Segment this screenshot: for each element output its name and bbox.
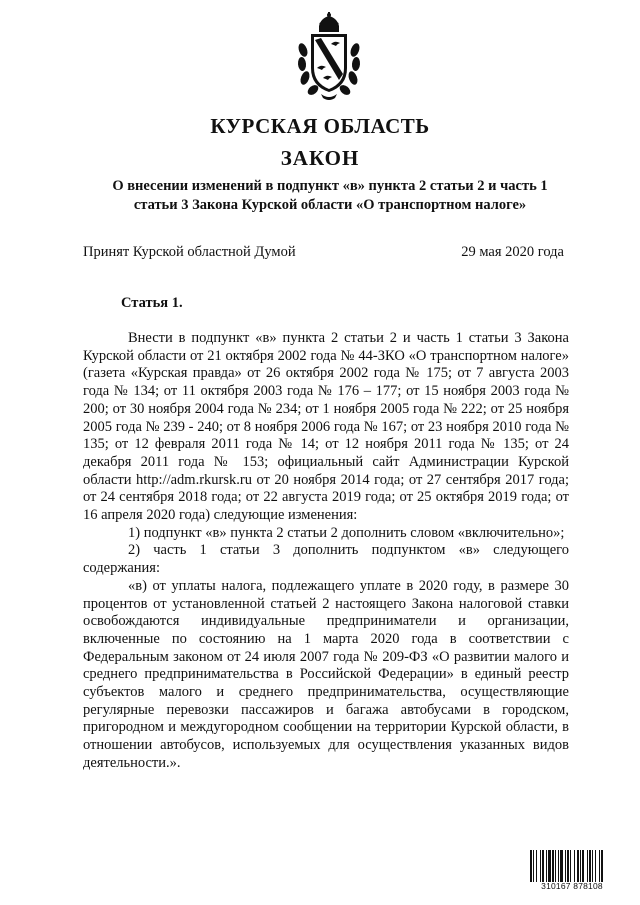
region-title: КУРСКАЯ ОБЛАСТЬ: [210, 114, 430, 138]
article-paragraph: «в) от уплаты налога, подлежащего уплате в 2020 году, в размере 30 процентов от установленной статьей 2 настоящего Закона налоговой ставки освобождаются индивидуальные предприниматели и организации, включенные по состоянию на 1 марта 2020 года в соответствии с Федеральным законом от 24 июля 2007 года № 209-ФЗ «О развитии малого и среднего предпринимательства в Российской Федерации» в единый реестр субъектов малого и среднего предпринимательства, осуществляющие регулярные перевозки пассажиров и багажа автобусами в городском, пригородном и междугородном сообщении на территории Курской области, в отношении автобусов, используемых для осуществления указанных видов деятельности.».: [83, 577, 569, 771]
barcode-icon: [530, 850, 614, 882]
adopted-by: Принят Курской областной Думой: [83, 244, 296, 260]
barcode-number: 310167 878108: [541, 881, 603, 891]
article-body: [83, 330, 569, 773]
article-paragraph: 2) часть 1 статьи 3 дополнить подпунктом «в» следующего содержания:: [83, 542, 569, 577]
article-paragraph: 1) подпункт «в» пункта 2 статьи 2 дополнить словом «включительно»;: [128, 524, 565, 541]
document-type-title: ЗАКОН: [280, 146, 360, 170]
article-heading: Статья 1.: [121, 295, 183, 311]
law-subject-line: статьи 3 Закона Курской области «О транспортном налоге»: [133, 197, 527, 213]
barcode: [530, 850, 614, 892]
law-subject: [95, 177, 565, 215]
article-paragraph: Внести в подпункт «в» пункта 2 статьи 2 и часть 1 статьи 3 Закона Курской области от 21 октября 2002 года № 44-ЗКО «О транспортном налоге» (газета «Курская правда» от 26 октября 2002 года № 175; от 7 августа 2003 года № 134; от 11 октября 2003 года № 176 – 177; от 15 ноября 2003 года № 200; от 30 ноября 2004 года № 234; от 1 ноября 2005 года № 222; от 25 ноября 2005 года № 239 - 240; от 8 ноября 2006 года № 167; от 23 ноября 2010 года № 135; от 12 февраля 2011 года № 14; от 12 ноября 2011 года № 135; от 24 декабря 2011 года № 153; официальный сайт Администрации Курской области http://adm.rkursk.ru от 20 ноября 2014 года; от 27 сентября 2017 года; от 24 сентября 2018 года; от 22 августа 2019 года; от 25 октября 2019 года; от 16 апреля 2020 года) следующие изменения:: [83, 330, 569, 524]
law-subject-line: О внесении изменений в подпункт «в» пункта 2 статьи 2 и часть 1: [112, 178, 548, 194]
adoption-date: 29 мая 2020 года: [461, 244, 564, 260]
kursk-coat-of-arms-icon: [297, 12, 361, 102]
